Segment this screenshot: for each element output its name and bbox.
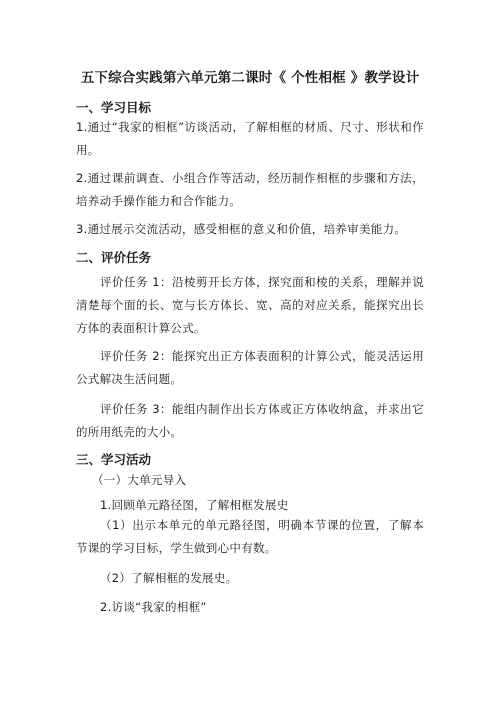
section-heading-learning-activities: 三、学习活动 bbox=[76, 452, 152, 467]
activity-item-1: 1.回顾单元路径图，了解相框发展史 bbox=[100, 498, 289, 512]
evaluation-task-1: 评价任务 1：沿棱剪开长方体，探究面和棱的关系，理解并说清楚每个面的长、宽与长方体长、宽、高的对应关系，能探究出长方体的表面积计算公式。 bbox=[76, 275, 424, 335]
section-heading-learning-goals: 一、学习目标 bbox=[76, 100, 152, 115]
activity-item-2: 2.访谈“我家的相框” bbox=[100, 600, 207, 614]
goal-paragraph-2: 2.通过课前调查、小组合作等活动，经历制作相框的步骤和方法，培养动手操作能力和合作能力。 bbox=[76, 171, 424, 208]
evaluation-task-3: 评价任务 3：能组内制作出长方体或正方体收纳盒，并求出它的所用纸壳的大小。 bbox=[76, 402, 424, 439]
document-title: 五下综合实践第六单元第二课时《 个性相框 》教学设计 bbox=[80, 70, 420, 86]
activity-part-1-heading: （一）大单元导入 bbox=[92, 473, 187, 487]
activity-item-1b: （2）了解相框的发展史。 bbox=[100, 571, 238, 585]
activity-item-1a: （1）出示本单元的单元路径图，明确本节课的位置，了解本节课的学习目标，学生做到心中有数。 bbox=[76, 518, 424, 555]
goal-paragraph-3: 3.通过展示交流活动，感受相框的意义和价值，培养审美能力。 bbox=[76, 222, 407, 236]
evaluation-task-2: 评价任务 2：能探究出正方体表面积的计算公式，能灵活运用公式解决生活问题。 bbox=[76, 349, 424, 386]
section-heading-evaluation-tasks: 二、评价任务 bbox=[76, 250, 152, 265]
goal-paragraph-1: 1.通过“我家的相框”访谈活动，了解相框的材质、尺寸、形状和作用。 bbox=[76, 120, 424, 157]
